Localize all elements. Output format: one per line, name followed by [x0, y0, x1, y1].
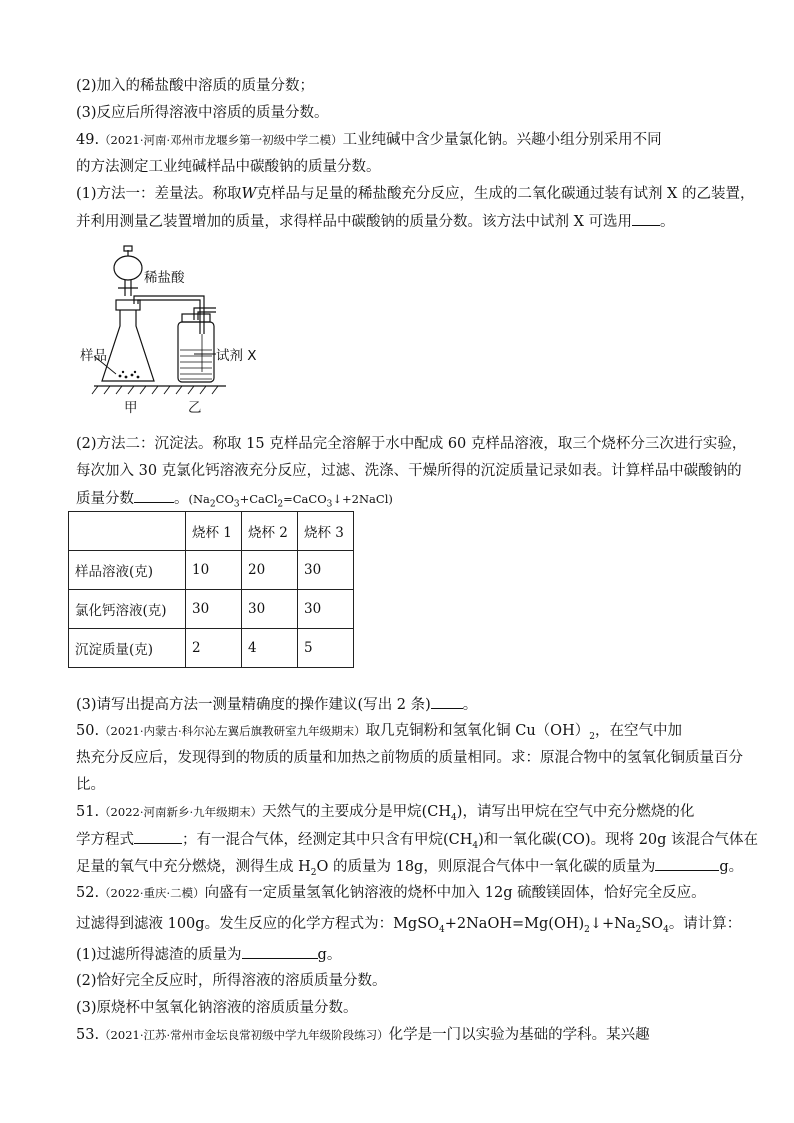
- answer-blank[interactable]: [431, 694, 463, 709]
- method1-text: (1)方法一：差量法。称取: [76, 186, 242, 202]
- q49-method1-line2: [76, 211, 675, 232]
- subscript: 4: [472, 840, 479, 851]
- table-cell: 30: [298, 590, 354, 629]
- q52-part1: [76, 944, 341, 965]
- q50-line3: 比。: [76, 777, 105, 793]
- question-stem-cont: )，请写出甲烷在空气中充分燃烧的化: [456, 804, 695, 820]
- question-source: （2021·江苏·常州市金坛良常初级中学九年级阶段练习）: [99, 1028, 389, 1042]
- unit: g。: [719, 859, 744, 875]
- apparatus-diagram: [76, 238, 276, 418]
- punctuation: 。: [660, 214, 675, 230]
- q48-part3: (3)反应后所得溶液中溶质的质量分数。: [76, 105, 329, 121]
- table-row: [69, 551, 354, 590]
- precipitate-table: [68, 511, 354, 668]
- subscript: 2: [589, 731, 595, 742]
- reaction-equation: $(Na_2CO_3+CaCl_2=CaCO_3↓+2NaCl)$: [188, 492, 393, 510]
- table-cell: 4: [242, 629, 298, 668]
- question-source: （2021·内蒙古·科尔沁左翼后旗教研室九年级期末）: [99, 724, 366, 738]
- table-cell: 烧杯 3: [298, 512, 354, 551]
- question-part: (1)过滤所得滤渣的质量为: [76, 947, 242, 963]
- question-number: 49.: [76, 132, 100, 148]
- question-stem-cont: ，在空气中加: [594, 723, 682, 739]
- method1-question: 并利用测量乙装置增加的质量，求得样品中碳酸钠的质量分数。该方法中试剂 X 可选用: [76, 214, 633, 230]
- equation-text: (OH): [548, 916, 585, 932]
- table-row: [69, 629, 354, 668]
- method1-text-cont: 克样品与足量的稀盐酸充分反应，生成的二氧化碳通过装有试剂 X 的乙装置，: [256, 186, 755, 202]
- equation-text: ↓+Na: [589, 916, 636, 932]
- label-yi: 乙: [188, 400, 202, 416]
- q52-part2: (2)恰好完全反应时，所得溶液的溶质质量分数。: [76, 973, 387, 989]
- q49-method2-line1: (2)方法二：沉淀法。称取 15 克样品完全溶解于水中配成 60 克样品溶液，取三个烧杯分三次进行实验，: [76, 436, 747, 452]
- q51-line2: [76, 829, 758, 856]
- table-cell: 5: [298, 629, 354, 668]
- table-cell: 样品溶液(克): [69, 551, 186, 590]
- table-cell: 30: [242, 590, 298, 629]
- question-number: 53.: [76, 1027, 100, 1043]
- method3-question: (3)请写出提高方法一测量精确度的操作建议(写出 2 条): [76, 697, 431, 713]
- subscript: 4: [439, 924, 445, 935]
- q51-line1: [76, 802, 694, 828]
- punctuation: 。: [462, 697, 478, 713]
- question-text: ；有一混合气体，经测定其中只含有甲烷(CH: [182, 832, 473, 848]
- label-reagent: 试剂 X: [216, 348, 257, 364]
- question-source: （2021·河南·邓州市龙堰乡第一初级中学二模）: [99, 133, 343, 147]
- question-number: 52.: [76, 885, 100, 901]
- answer-blank[interactable]: [242, 944, 318, 959]
- answer-blank[interactable]: [632, 211, 660, 226]
- table-header-row: [69, 512, 354, 551]
- question-text: )和一氧化碳(CO)。现将 20g 该混合气体在: [478, 832, 759, 848]
- label-jia: 甲: [124, 400, 138, 416]
- unit: g。: [317, 947, 342, 963]
- table-cell: 沉淀质量(克): [69, 629, 186, 668]
- q49-method2-line2: 每次加入 30 克氯化钙溶液充分反应，过滤、洗涤、干燥所得的沉淀质量记录如表。计算样品中碳酸钠的: [76, 463, 742, 479]
- label-sample: 样品: [80, 348, 107, 364]
- question-stem: 向盛有一定质量氢氧化钠溶液的烧杯中加入 12g 硫酸镁固体，恰好完全反应。: [204, 885, 706, 901]
- q53-line1: [76, 1025, 650, 1045]
- equation-text: +2NaOH=Mg: [444, 916, 549, 932]
- mass-variable: W: [241, 186, 257, 202]
- q49-method3: [76, 694, 477, 715]
- subscript: 4: [451, 812, 457, 823]
- label-acid: 稀盐酸: [144, 270, 185, 286]
- question-source: （2022·河南新乡·九年级期末）: [99, 805, 263, 819]
- answer-blank[interactable]: [134, 488, 174, 503]
- table-cell: 2: [186, 629, 242, 668]
- table-cell: 氯化钙溶液(克): [69, 590, 186, 629]
- q50-line1: [76, 721, 682, 747]
- question-text: 足量的氧气中充分燃烧，测得生成 H: [76, 859, 311, 875]
- question-stem: 化学是一门以实验为基础的学科。某兴趣: [388, 1027, 650, 1043]
- answer-blank[interactable]: [134, 829, 182, 844]
- equation-text: 过滤得到滤液 100g。发生反应的化学方程式为：MgSO: [76, 916, 440, 932]
- question-stem: 工业纯碱中含少量氯化钠。兴趣小组分别采用不同: [342, 132, 662, 148]
- question-number: 50.: [76, 723, 100, 739]
- subscript: 2: [584, 924, 590, 935]
- question-number: 51.: [76, 804, 100, 820]
- apparatus-figure: [76, 238, 276, 422]
- question-stem: 取几克铜粉和氢氧化铜 Cu（OH）: [365, 723, 590, 739]
- table-cell: 烧杯 2: [242, 512, 298, 551]
- equation-text: 。请计算：: [668, 916, 742, 932]
- method2-question: 质量分数: [76, 491, 134, 507]
- q50-line2: 热充分反应后，发现得到的物质的质量和加热之前物质的质量相同。求：原混合物中的氢氧化铜质量百分: [76, 750, 743, 766]
- q48-part2: (2)加入的稀盐酸中溶质的质量分数；: [76, 78, 315, 94]
- table-cell: 烧杯 1: [186, 512, 242, 551]
- table-cell: 30: [186, 590, 242, 629]
- q51-line3: [76, 856, 743, 883]
- q52-line1: [76, 883, 706, 903]
- table-cell: 30: [298, 551, 354, 590]
- question-source: （2022·重庆·二模）: [99, 886, 205, 900]
- q49-stem-line1: [76, 130, 662, 150]
- question-stem: 天然气的主要成分是甲烷(CH: [262, 804, 452, 820]
- q52-part3: (3)原烧杯中氢氧化钠溶液的溶质质量分数。: [76, 1000, 358, 1016]
- subscript: 2: [310, 867, 317, 878]
- table-cell: 10: [186, 551, 242, 590]
- q49-method1-line1: [76, 184, 755, 204]
- table-cell: 20: [242, 551, 298, 590]
- subscript: 4: [663, 924, 669, 935]
- q52-line2: [76, 914, 741, 940]
- table-row: [69, 590, 354, 629]
- question-text: O 的质量为 18g，则原混合气体中一氧化碳的质量为: [316, 859, 656, 875]
- equation-text: SO: [641, 916, 664, 932]
- q49-stem-line2: 的方法测定工业纯碱样品中碳酸钠的质量分数。: [76, 159, 381, 175]
- question-text: 学方程式: [76, 832, 134, 848]
- subscript: 2: [635, 924, 642, 935]
- answer-blank[interactable]: [655, 856, 719, 871]
- table-cell: [69, 512, 186, 551]
- punctuation: 。: [174, 491, 189, 507]
